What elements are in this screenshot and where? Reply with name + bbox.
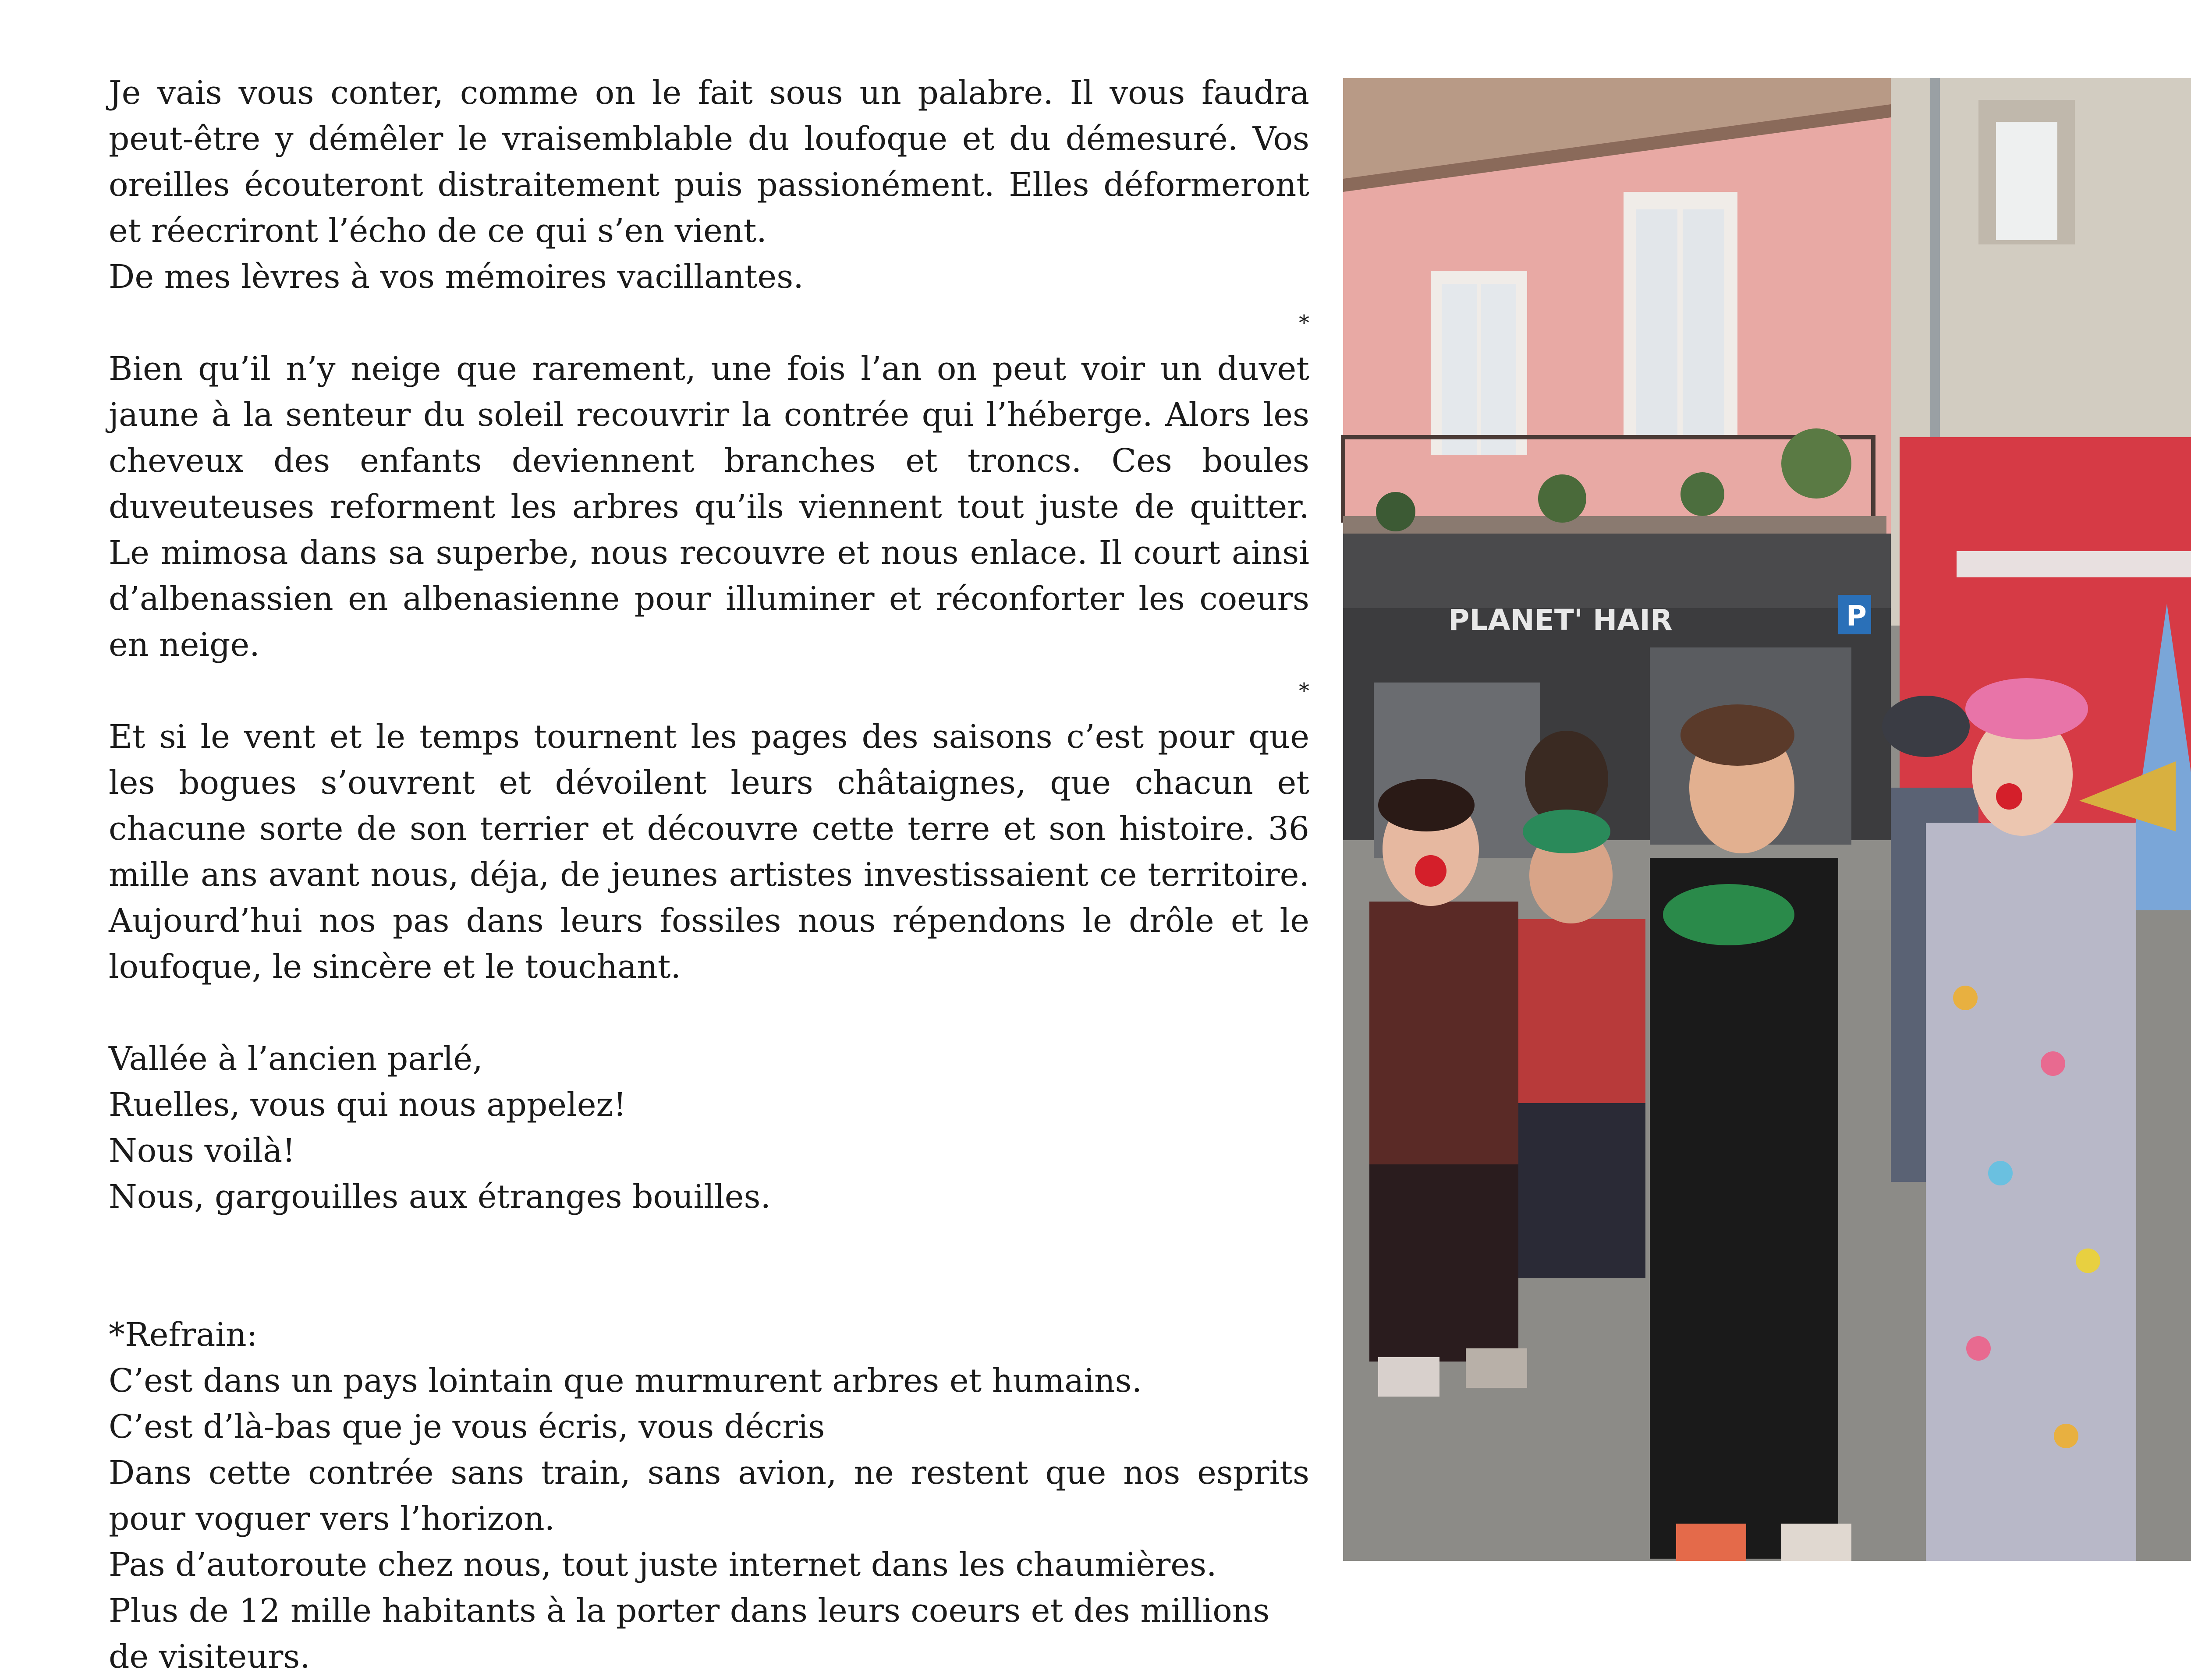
refrain-line: C’est dans un pays lointain que murmurent arbres et humains.	[109, 1362, 1142, 1400]
refrain-line: Dans cette contrée sans train, sans avion, ne restent que nos esprits pour voguer vers l’horizon.	[109, 1454, 1309, 1538]
spacer	[109, 990, 1309, 1036]
paragraph-seasons: Et si le vent et le temps tournent les pages des saisons c’est pour que les bogues s’ouvrent et dévoilent leurs châtaignes, que chacun et chacune sorte de son terrier et découvre cette terre et son histoire. 36 mille ans avant nous, déja, de jeunes artistes investissaient ce territoire. Aujourd’hui nos pas dans leurs fossiles nous répendons le drôle et le loufoque, le sincère et le touchant.	[109, 718, 1309, 986]
poem-line: Nous, gargouilles aux étranges bouilles.	[109, 1178, 771, 1216]
section-star: *	[1299, 311, 1309, 335]
person-ukulele	[1650, 858, 1838, 1559]
refrain-line: Pas d’autoroute chez nous, tout juste internet dans les chaumières.	[109, 1546, 1217, 1584]
poem-line: Ruelles, vous qui nous appelez!	[109, 1086, 627, 1124]
refrain-title: *Refrain:	[109, 1316, 258, 1354]
person-trumpet	[1926, 823, 2136, 1561]
street-parade-photo	[1343, 78, 2191, 1561]
text-column	[109, 70, 1309, 1680]
shop-sign: PLANET' HAIR	[1448, 603, 1673, 637]
paragraph-mimosa: Bien qu’il n’y neige que rarement, une fois l’an on peut voir un duvet jaune à la senteur du soleil recouvrir la contrée qui l’héberge. Alors les cheveux des enfants deviennent branches et troncs. Ces boules duveuteuses reforment les arbres qu’ils viennent tout juste de quitter. Le mimosa dans sa superbe, nous recouvre et nous enlace. Il court ainsi d’albenassien en albenasienne pour illuminer et réconforter les coeurs en neige.	[109, 350, 1309, 664]
section-star: *	[1299, 679, 1309, 703]
poem-line: Vallée à l’ancien parlé,	[109, 1040, 483, 1078]
spacer	[109, 1220, 1309, 1312]
refrain-line: C’est d’là-bas que je vous écris, vous décris	[109, 1408, 825, 1446]
poem-line: Nous voilà!	[109, 1132, 296, 1170]
paragraph-intro-last: De mes lèvres à vos mémoires vacillantes.	[109, 258, 804, 296]
refrain-line: Plus de 12 mille habitants à la porter dans leurs coeurs et des millions de visiteurs.	[109, 1592, 1270, 1676]
paragraph-intro: Je vais vous conter, comme on le fait sous un palabre. Il vous faudra peut-être y démêler le vraisemblable du loufoque et du démesuré. Vos oreilles écouteront distraitement puis passionément. Elles déformeront et réecriront l’écho de ce qui s’en vient.	[109, 74, 1309, 250]
photo-illustration	[1343, 78, 2191, 1561]
parking-sign-label: P	[1846, 600, 1867, 633]
